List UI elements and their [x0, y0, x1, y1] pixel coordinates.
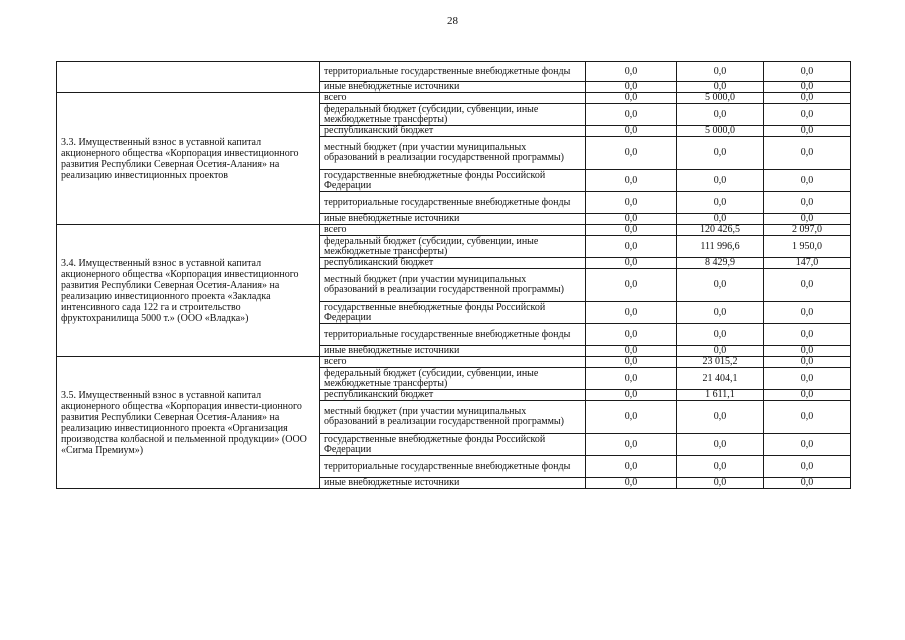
value-cell: 0,0 — [764, 434, 851, 456]
value-cell: 0,0 — [586, 192, 677, 214]
value-cell: 0,0 — [677, 137, 764, 170]
funding-source: республиканский бюджет — [320, 126, 586, 137]
value-cell: 0,0 — [677, 269, 764, 302]
funding-source: местный бюджет (при участии муниципальных образований в реализации государственной программы) — [320, 401, 586, 434]
value-cell: 0,0 — [677, 214, 764, 225]
value-cell: 0,0 — [586, 269, 677, 302]
table-row — [57, 62, 851, 82]
value-cell: 0,0 — [586, 236, 677, 258]
value-cell: 0,0 — [586, 434, 677, 456]
value-cell: 120 426,5 — [677, 225, 764, 236]
value-cell: 0,0 — [677, 62, 764, 82]
value-cell: 0,0 — [586, 137, 677, 170]
value-cell: 0,0 — [586, 346, 677, 357]
funding-source: иные внебюджетные источники — [320, 478, 586, 489]
value-cell: 0,0 — [586, 126, 677, 137]
funding-source: республиканский бюджет — [320, 390, 586, 401]
value-cell: 0,0 — [764, 137, 851, 170]
value-cell: 0,0 — [764, 269, 851, 302]
funding-source: республиканский бюджет — [320, 258, 586, 269]
value-cell: 0,0 — [764, 82, 851, 93]
value-cell: 0,0 — [764, 126, 851, 137]
value-cell: 0,0 — [586, 401, 677, 434]
value-cell: 0,0 — [764, 62, 851, 82]
value-cell: 0,0 — [677, 302, 764, 324]
value-cell: 0,0 — [586, 258, 677, 269]
funding-source: федеральный бюджет (субсидии, субвенции, иные межбюджетные трансферты) — [320, 368, 586, 390]
value-cell: 8 429,9 — [677, 258, 764, 269]
funding-source: иные внебюджетные источники — [320, 214, 586, 225]
value-cell: 0,0 — [764, 390, 851, 401]
value-cell: 2 097,0 — [764, 225, 851, 236]
measure-description: 3.5. Имущественный взнос в уставной капитал акционерного общества «Корпорация инвести-ционного развития Республики Северная Осетия-Алания» на реализацию инвестиционного проекта «Организация производства колбасной и пельменной продукции» (ООО «Сигма Премиум») — [57, 357, 320, 489]
value-cell: 0,0 — [764, 302, 851, 324]
funding-source: иные внебюджетные источники — [320, 82, 586, 93]
table-row — [57, 357, 851, 368]
measure-description: 3.3. Имущественный взнос в уставной капитал акционерного общества «Корпорация инвестиционного развития Республики Северная Осетия-Алания» на реализацию инвестиционных проектов — [57, 93, 320, 225]
funding-source: иные внебюджетные источники — [320, 346, 586, 357]
value-cell: 0,0 — [586, 368, 677, 390]
value-cell: 0,0 — [586, 170, 677, 192]
funding-source: всего — [320, 357, 586, 368]
value-cell: 0,0 — [764, 357, 851, 368]
funding-source: государственные внебюджетные фонды Российской Федерации — [320, 170, 586, 192]
value-cell: 0,0 — [586, 62, 677, 82]
value-cell: 0,0 — [586, 93, 677, 104]
value-cell: 0,0 — [764, 104, 851, 126]
measure-description: 3.4. Имущественный взнос в уставной капитал акционерного общества «Корпорация инвестиционного развития Республики Северная Осетия-Алания» на реализацию инвестиционного проекта «Закладка интенсивного сада 122 га и строительство фруктохранилища 5000 т.» (ООО «Владка») — [57, 225, 320, 357]
value-cell: 0,0 — [677, 456, 764, 478]
value-cell: 147,0 — [764, 258, 851, 269]
value-cell: 0,0 — [764, 170, 851, 192]
funding-source: всего — [320, 93, 586, 104]
measure-description — [57, 62, 320, 93]
value-cell: 5 000,0 — [677, 126, 764, 137]
value-cell: 0,0 — [764, 401, 851, 434]
value-cell: 5 000,0 — [677, 93, 764, 104]
value-cell: 0,0 — [586, 478, 677, 489]
value-cell: 0,0 — [586, 225, 677, 236]
funding-source: территориальные государственные внебюджетные фонды — [320, 324, 586, 346]
funding-source: федеральный бюджет (субсидии, субвенции, иные межбюджетные трансферты) — [320, 236, 586, 258]
funding-source: всего — [320, 225, 586, 236]
value-cell: 0,0 — [764, 192, 851, 214]
value-cell: 0,0 — [677, 434, 764, 456]
value-cell: 1 950,0 — [764, 236, 851, 258]
value-cell: 1 611,1 — [677, 390, 764, 401]
value-cell: 0,0 — [677, 401, 764, 434]
value-cell: 0,0 — [677, 104, 764, 126]
page-number: 28 — [447, 15, 458, 27]
value-cell: 0,0 — [586, 302, 677, 324]
funding-source: государственные внебюджетные фонды Российской Федерации — [320, 434, 586, 456]
value-cell: 0,0 — [586, 390, 677, 401]
value-cell: 0,0 — [764, 214, 851, 225]
funding-source: государственные внебюджетные фонды Российской Федерации — [320, 302, 586, 324]
value-cell: 0,0 — [764, 368, 851, 390]
funding-source: территориальные государственные внебюджетные фонды — [320, 192, 586, 214]
funding-source: территориальные государственные внебюджетные фонды — [320, 62, 586, 82]
funding-source: местный бюджет (при участии муниципальных образований в реализации государственной программы) — [320, 137, 586, 170]
value-cell: 0,0 — [677, 478, 764, 489]
value-cell: 0,0 — [586, 324, 677, 346]
value-cell: 0,0 — [586, 104, 677, 126]
value-cell: 0,0 — [677, 324, 764, 346]
value-cell: 0,0 — [586, 214, 677, 225]
budget-table-body — [57, 62, 851, 489]
value-cell: 23 015,2 — [677, 357, 764, 368]
value-cell: 0,0 — [764, 346, 851, 357]
budget-table — [56, 61, 851, 489]
value-cell: 0,0 — [764, 324, 851, 346]
value-cell: 0,0 — [586, 357, 677, 368]
table-row — [57, 225, 851, 236]
value-cell: 0,0 — [764, 93, 851, 104]
value-cell: 0,0 — [677, 170, 764, 192]
value-cell: 0,0 — [677, 346, 764, 357]
value-cell: 0,0 — [677, 82, 764, 93]
value-cell: 0,0 — [586, 456, 677, 478]
value-cell: 21 404,1 — [677, 368, 764, 390]
value-cell: 111 996,6 — [677, 236, 764, 258]
table-row — [57, 93, 851, 104]
funding-source: местный бюджет (при участии муниципальных образований в реализации государственной программы) — [320, 269, 586, 302]
funding-source: территориальные государственные внебюджетные фонды — [320, 456, 586, 478]
funding-source: федеральный бюджет (субсидии, субвенции, иные межбюджетные трансферты) — [320, 104, 586, 126]
value-cell: 0,0 — [677, 192, 764, 214]
value-cell: 0,0 — [764, 456, 851, 478]
value-cell: 0,0 — [586, 82, 677, 93]
value-cell: 0,0 — [764, 478, 851, 489]
